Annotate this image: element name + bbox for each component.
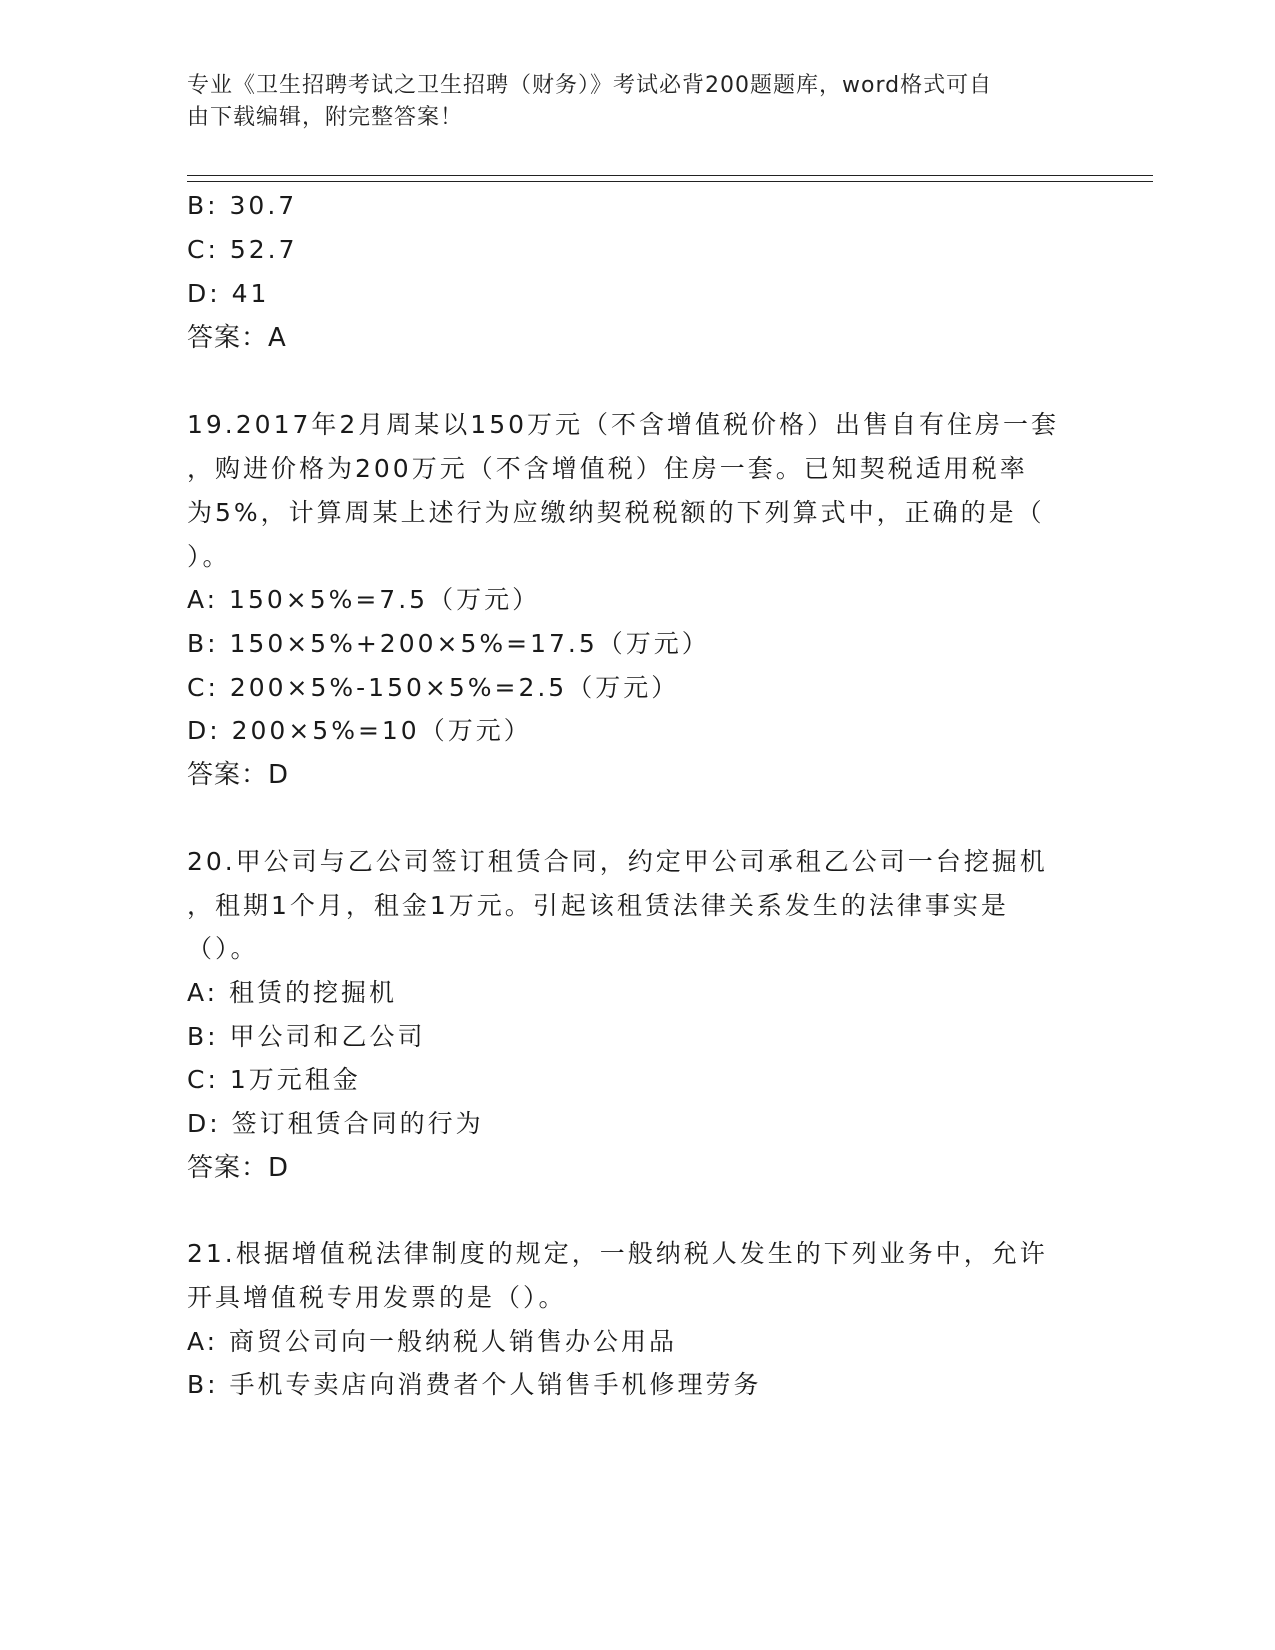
q19-stem-line-1: 19.2017年2月周某以150万元（不含增值税价格）出售自有住房一套 [187, 410, 1060, 439]
q18-answer: 答案：A [187, 323, 287, 353]
q19-option-a: A: 150×5%=7.5（万元） [187, 585, 541, 614]
header-divider-bottom [187, 181, 1153, 182]
q20-option-a: A: 租赁的挖掘机 [187, 978, 398, 1007]
q19-stem-line-2: ，购进价格为200万元（不含增值税）住房一套。已知契税适用税率 [187, 454, 1028, 483]
q19-option-d: D: 200×5%=10（万元） [187, 716, 532, 745]
q19-stem-line-4: ）。 [187, 542, 231, 571]
q19-option-c: C: 200×5%-150×5%=2.5（万元） [187, 673, 680, 702]
q20-answer: 答案：D [187, 1153, 290, 1183]
header-line-2: 由下载编辑，附完整答案！ [187, 105, 464, 130]
q21-stem-line-2: 开具增值税专用发票的是（）。 [187, 1283, 567, 1312]
q21-stem-line-1: 21.根据增值税法律制度的规定，一般纳税人发生的下列业务中，允许 [187, 1239, 1048, 1268]
q20-stem-line-1: 20.甲公司与乙公司签订租赁合同，约定甲公司承租乙公司一台挖掘机 [187, 847, 1048, 876]
q20-stem-line-3: （）。 [187, 934, 259, 963]
q18-option-d: D: 41 [187, 279, 270, 308]
q18-option-b: B: 30.7 [187, 191, 298, 220]
q21-option-a: A: 商贸公司向一般纳税人销售办公用品 [187, 1327, 678, 1356]
q20-stem-line-2: ，租期1个月，租金1万元。引起该租赁法律关系发生的法律事实是 [187, 891, 1009, 920]
document-header [187, 70, 1067, 134]
q20-option-b: B: 甲公司和乙公司 [187, 1022, 426, 1051]
q19-stem-line-3: 为5%，计算周某上述行为应缴纳契税税额的下列算式中，正确的是（ [187, 498, 1045, 527]
q20-option-d: D: 签订租赁合同的行为 [187, 1109, 484, 1138]
header-divider-top [187, 175, 1153, 176]
q18-option-c: C: 52.7 [187, 235, 298, 264]
header-line-1: 专业《卫生招聘考试之卫生招聘（财务）》考试必背200题题库，word格式可自 [187, 73, 993, 98]
q19-option-b: B: 150×5%+200×5%=17.5（万元） [187, 629, 710, 658]
q19-answer: 答案：D [187, 760, 290, 790]
q20-option-c: C: 1万元租金 [187, 1065, 361, 1094]
q21-option-b: B: 手机专卖店向消费者个人销售手机修理劳务 [187, 1370, 762, 1399]
